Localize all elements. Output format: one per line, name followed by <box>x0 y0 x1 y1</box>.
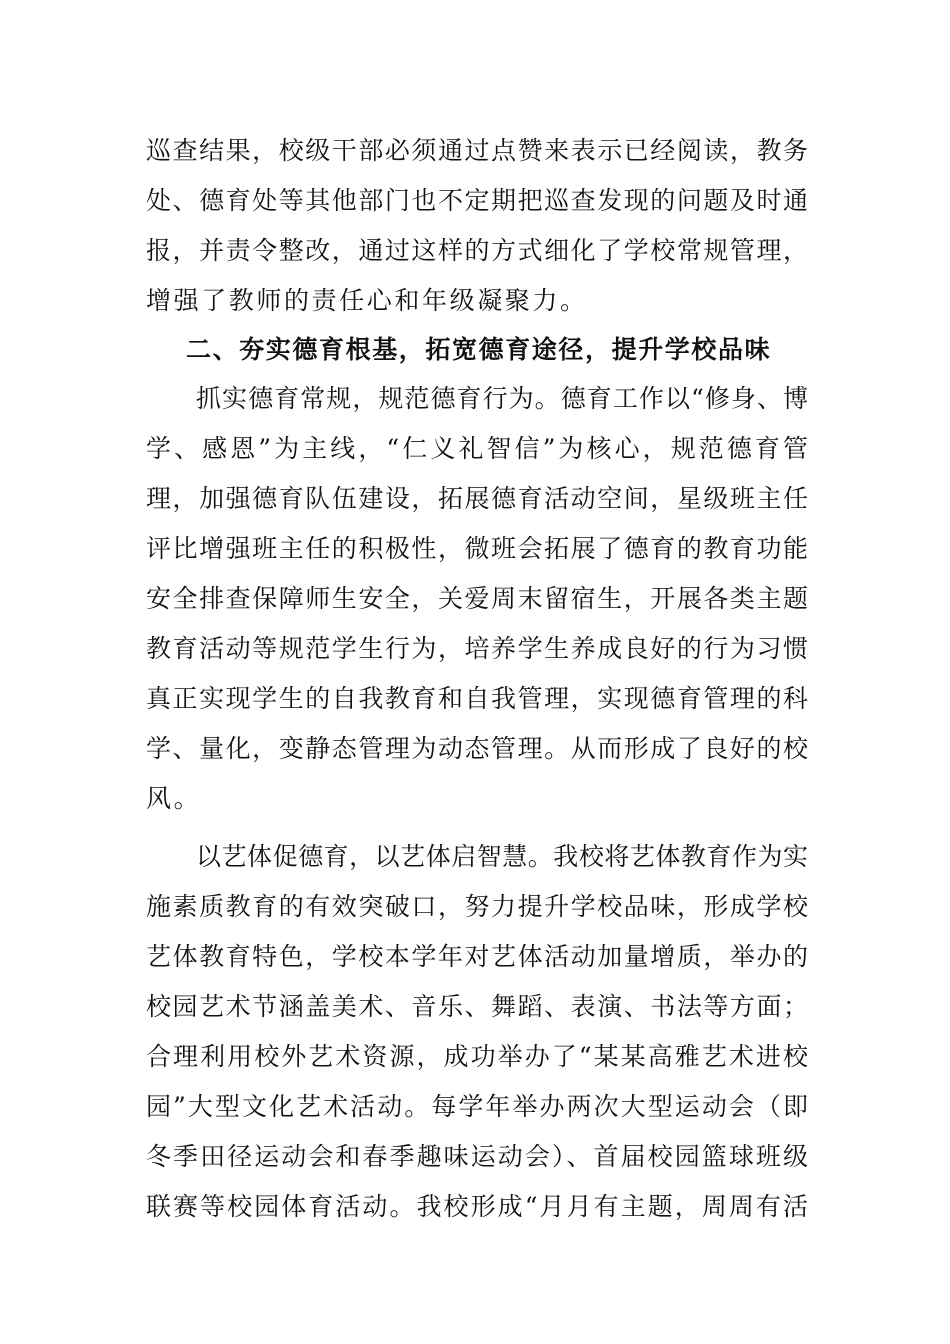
text-line: 以艺体促德育，以艺体启智慧。我校将艺体教育作为实 <box>196 842 808 871</box>
text-line: 教育活动等规范学生行为，培养学生养成良好的行为习惯 <box>146 634 808 663</box>
text-line: 理，加强德育队伍建设，拓展德育活动空间，星级班主任 <box>146 484 808 513</box>
text-line: 巡查结果，校级干部必须通过点赞来表示已经阅读，教务 <box>146 136 808 165</box>
text-line: 抓实德育常规，规范德育行为。德育工作以“修身、博 <box>196 384 808 413</box>
text-line: 学、量化，变静态管理为动态管理。从而形成了良好的校 <box>146 734 808 763</box>
text-line: 增强了教师的责任心和年级凝聚力。 <box>146 286 588 315</box>
text-line: 学、感恩”为主线，“仁义礼智信”为核心，规范德育管 <box>146 434 808 463</box>
text-line: 联赛等校园体育活动。我校形成“月月有主题，周周有活 <box>146 1192 808 1221</box>
text-line: 评比增强班主任的积极性，微班会拓展了德育的教育功能 <box>146 534 808 563</box>
document-body <box>146 126 808 1232</box>
text-line: 报，并责令整改，通过这样的方式细化了学校常规管理， <box>146 236 808 265</box>
text-line: 处、德育处等其他部门也不定期把巡查发现的问题及时通 <box>146 186 808 215</box>
text-line: 园”大型文化艺术活动。每学年举办两次大型运动会（即 <box>146 1092 808 1121</box>
text-line: 施素质教育的有效突破口，努力提升学校品味，形成学校 <box>146 892 808 921</box>
text-line: 合理利用校外艺术资源，成功举办了“某某高雅艺术进校 <box>146 1042 808 1071</box>
paragraph-moral-education <box>146 374 808 824</box>
text-line: 校园艺术节涵盖美术、音乐、舞蹈、表演、书法等方面； <box>146 992 808 1021</box>
section-heading: 二、夯实德育根基，拓宽德育途径，提升学校品味 <box>186 335 772 364</box>
text-line: 冬季田径运动会和春季趣味运动会）、首届校园篮球班级 <box>146 1142 808 1171</box>
text-line: 艺体教育特色，学校本学年对艺体活动加量增质，举办的 <box>146 942 808 971</box>
text-line: 安全排查保障师生安全，关爱周末留宿生，开展各类主题 <box>146 584 808 613</box>
text-line: 真正实现学生的自我教育和自我管理，实现德育管理的科 <box>146 684 808 713</box>
text-line: 风。 <box>146 784 202 813</box>
paragraph-inspection-results <box>146 126 808 326</box>
paragraph-arts-sports <box>146 832 808 1232</box>
